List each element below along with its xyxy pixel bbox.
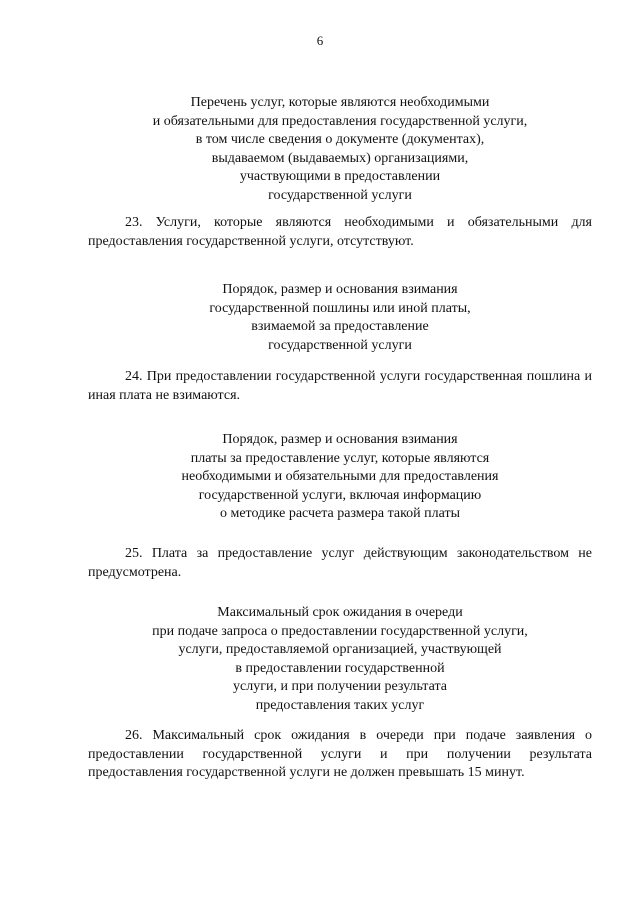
heading-line: выдаваемом (выдаваемых) организациями, <box>211 150 469 166</box>
heading-line: государственной услуги, включая информацию <box>198 487 482 503</box>
heading-line: государственной услуги <box>268 337 412 353</box>
page-number: 6 <box>316 33 324 48</box>
heading-line: услуги, предоставляемой организацией, участвующей <box>178 642 502 657</box>
heading-line: в том числе сведения о документе (документах), <box>195 132 485 147</box>
heading-line: Порядок, размер и основания взимания <box>222 282 458 297</box>
paragraph-23: 23. Услуги, которые являются необходимыми и обязательными для предоставления государственной услуги, отсутствуют. <box>88 215 592 249</box>
paragraph-25: 25. Плата за предоставление услуг действующим законодательством не предусмотрена. <box>88 546 592 580</box>
heading-line: Порядок, размер и основания взимания <box>222 432 458 447</box>
heading-line: услуги, и при получении результата <box>233 679 447 694</box>
heading-line: и обязательными для предоставления государственной услуги, <box>152 113 528 129</box>
heading-line: платы за предоставление услуг, которые являются <box>190 450 490 466</box>
heading-services-list <box>88 94 592 205</box>
paragraph-24: 24. При предоставлении государственной услуги государственная пошлина и иная плата не взимаются. <box>88 369 592 403</box>
heading-fee-methodology <box>88 431 592 524</box>
paragraph-26: 26. Максимальный срок ожидания в очереди при подаче заявления о предоставлении государственной услуги и при получении результата предоставления государственной услуги не должен превышать 15 минут. <box>88 728 592 780</box>
heading-line: в предоставлении государственной <box>235 660 445 676</box>
heading-line: необходимыми и обязательными для предоставления <box>181 469 499 484</box>
heading-state-fee <box>88 281 592 355</box>
heading-queue-time <box>88 604 592 715</box>
heading-line: предоставления таких услуг <box>255 697 425 713</box>
heading-line: Максимальный срок ожидания в очереди <box>217 605 463 620</box>
heading-line: Перечень услуг, которые являются необходимыми <box>190 95 490 110</box>
heading-line: при подаче запроса о предоставлении государственной услуги, <box>152 623 528 639</box>
heading-line: государственной услуги <box>268 187 412 203</box>
heading-line: государственной пошлины или иной платы, <box>209 300 471 316</box>
heading-line: участвующими в предоставлении <box>239 169 441 184</box>
heading-line: о методике расчета размера такой платы <box>219 506 461 521</box>
heading-line: взимаемой за предоставление <box>251 319 429 334</box>
